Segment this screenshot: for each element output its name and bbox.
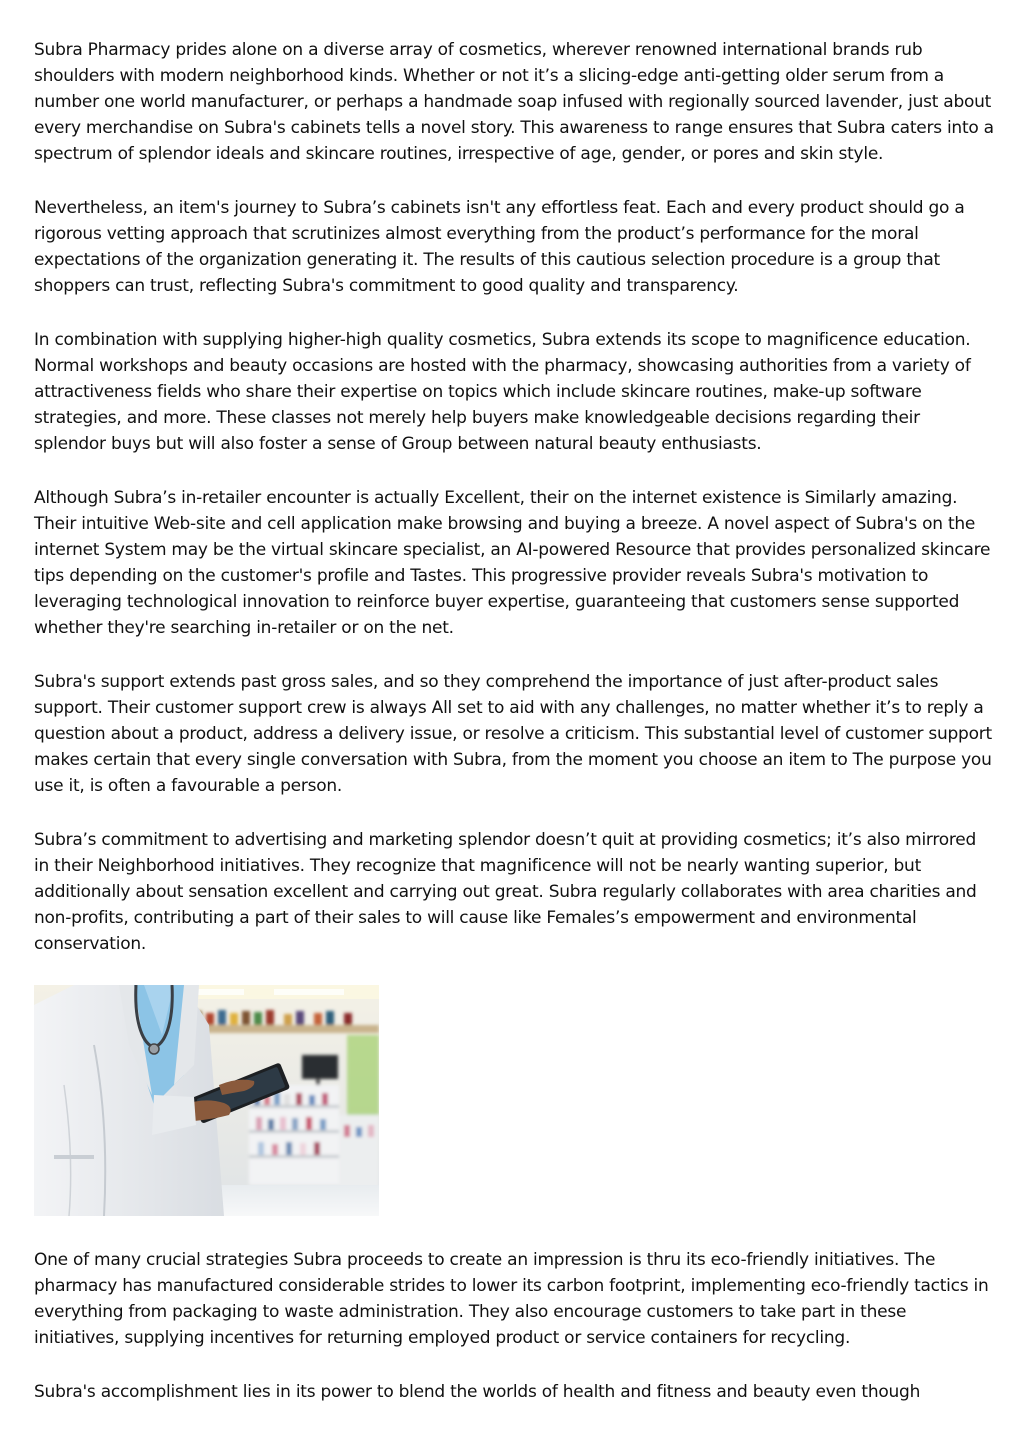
article-body <box>34 37 994 1433</box>
paragraph-online-presence: Although Subra’s in-retailer encounter is actually Excellent, their on the internet existence is Similarly amazing. Their intuitive Web-site and cell application make browsing and buying a breeze. A novel aspect of Subra's on the internet System may be the virtual skincare specialist, an AI-powered Resource that provides personalized skincare tips depending on the customer's profile and Tastes. This progressive provider reveals Subra's motivation to leveraging technological innovation to reinforce buyer expertise, guaranteeing that customers sense supported whether they're searching in-retailer or on the net. <box>34 488 991 638</box>
paragraph-support: Subra's support extends past gross sales, and so they comprehend the importance of just after-product sales support. Their customer support crew is always All set to aid with any challenges, no matter whether it’s to reply a question about a product, address a delivery issue, or resolve a criticism. This substantial level of customer support makes certain that every single conversation with Subra, from the moment you choose an item to The purpose you use it, is often a favourable a person. <box>34 672 992 796</box>
paragraph-accomplishment: Subra's accomplishment lies in its power to blend the worlds of health and fitness and beauty even though <box>34 1382 921 1402</box>
paragraph-diverse-array: Subra Pharmacy prides alone on a diverse array of cosmetics, wherever renowned international brands rub shoulders with modern neighborhood kinds. Whether or not it’s a slicing-edge anti-getting older serum from a number one world manufacturer, or perhaps a handmade soap infused with regionally sourced lavender, just about every merchandise on Subra's cabinets tells a novel story. This awareness to range ensures that Subra caters into a spectrum of splendor ideals and skincare routines, irrespective of age, gender, or pores and skin style. <box>34 40 994 164</box>
paragraph-education: In combination with supplying higher-high quality cosmetics, Subra extends its scope to magnificence education. Normal workshops and beauty occasions are hosted with the pharmacy, showcasing authorities from a variety of attractiveness fields who share their expertise on topics which include skincare routines, make-up software strategies, and more. These classes not merely help buyers make knowledgeable decisions regarding their splendor buys but will also foster a sense of Group between natural beauty enthusiasts. <box>34 330 971 454</box>
pharmacist-tablet-photo <box>34 985 379 1216</box>
paragraph-community: Subra’s commitment to advertising and marketing splendor doesn’t quit at providing cosmetics; it’s also mirrored in their Neighborhood initiatives. They recognize that magnificence will not be nearly wanting superior, but additionally about sensation excellent and carrying out great. Subra regularly collaborates with area charities and non-profits, contributing a part of their sales to will cause like Females’s empowerment and environmental conservation. <box>34 830 977 954</box>
paragraph-vetting: Nevertheless, an item's journey to Subra’s cabinets isn't any effortless feat. Each and every product should go a rigorous vetting approach that scrutinizes almost everything from the product’s performance for the moral expectations of the organization generating it. The results of this cautious selection procedure is a group that shoppers can trust, reflecting Subra's commitment to good quality and transparency. <box>34 198 965 296</box>
paragraph-eco-friendly: One of many crucial strategies Subra proceeds to create an impression is thru its eco-friendly initiatives. The pharmacy has manufactured considerable strides to lower its carbon footprint, implementing eco-friendly tactics in everything from packaging to waste administration. They also encourage customers to take part in these initiatives, supplying incentives for returning employed product or service containers for recycling. <box>34 1250 989 1348</box>
